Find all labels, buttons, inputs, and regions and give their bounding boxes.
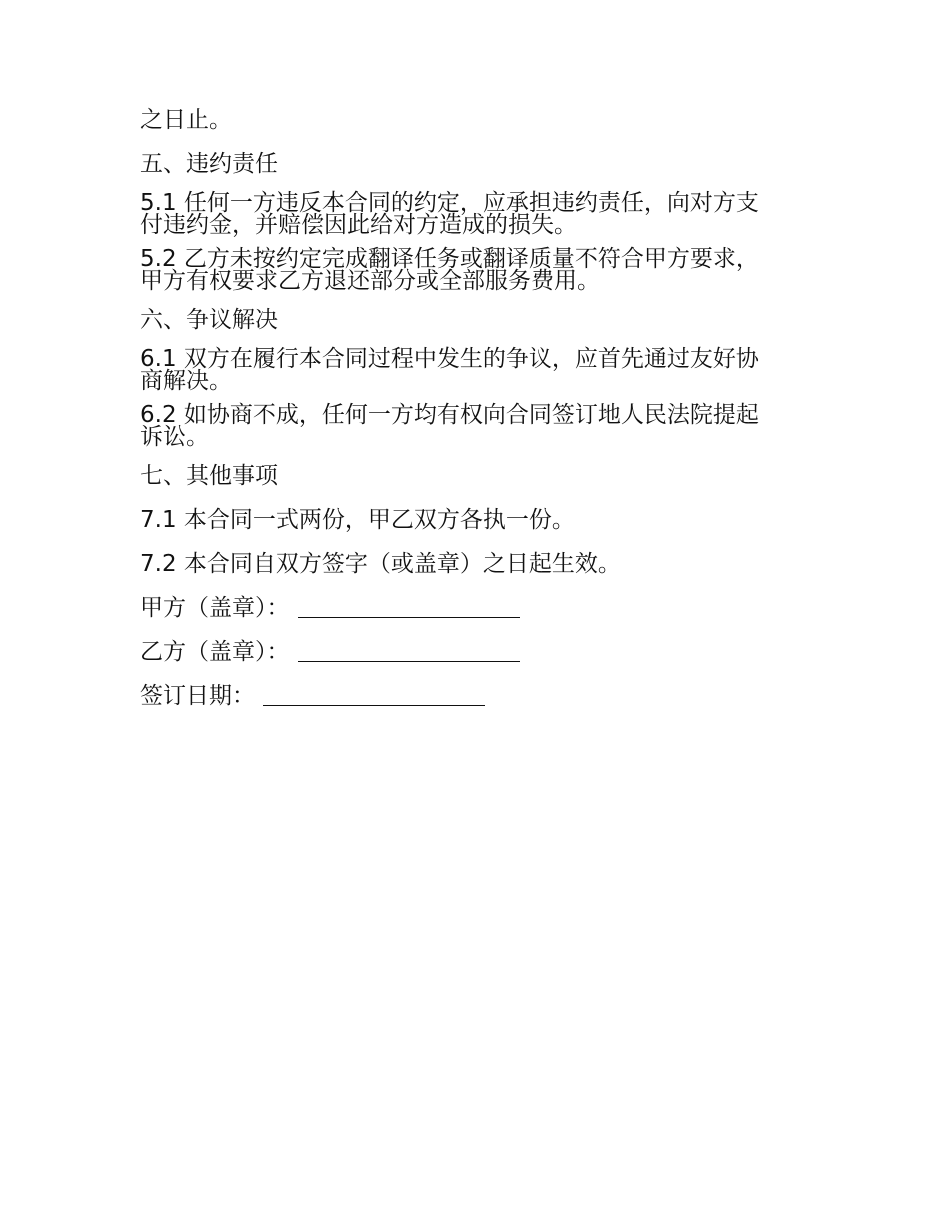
signature-blank-line[interactable] bbox=[298, 597, 520, 618]
section-heading-dispute: 六、争议解决 bbox=[140, 307, 278, 333]
clause-5-2 bbox=[140, 248, 808, 292]
signing-date-blank-line[interactable] bbox=[263, 685, 485, 706]
signature-party-b bbox=[140, 636, 808, 668]
clause-line: 商解决。 bbox=[140, 368, 232, 394]
section-heading-breach: 五、违约责任 bbox=[140, 151, 278, 177]
signing-date bbox=[140, 680, 808, 712]
signature-label: 甲方（盖章）： bbox=[140, 595, 290, 621]
clause-7-2: 7.2 本合同自双方签字（或盖章）之日起生效。 bbox=[140, 551, 621, 577]
document-body bbox=[140, 104, 808, 724]
clause-line: 6.2 如协商不成，任何一方均有权向合同签订地人民法院提起 bbox=[140, 402, 759, 428]
clause-line: 5.1 任何一方违反本合同的约定，应承担违约责任，向对方支 bbox=[140, 190, 759, 216]
clause-line: 付违约金，并赔偿因此给对方造成的损失。 bbox=[140, 212, 577, 238]
clause-7-1: 7.1 本合同一式两份，甲乙双方各执一份。 bbox=[140, 507, 575, 533]
continuation-line: 之日止。 bbox=[140, 107, 232, 133]
clause-line: 5.2 乙方未按约定完成翻译任务或翻译质量不符合甲方要求， bbox=[140, 246, 759, 272]
clause-6-2 bbox=[140, 404, 808, 448]
signature-party-a bbox=[140, 592, 808, 624]
clause-5-1 bbox=[140, 192, 808, 236]
clause-line: 6.1 双方在履行本合同过程中发生的争议，应首先通过友好协 bbox=[140, 346, 759, 372]
section-heading-other: 七、其他事项 bbox=[140, 463, 278, 489]
signature-label: 乙方（盖章）： bbox=[140, 639, 290, 665]
clause-line: 诉讼。 bbox=[140, 424, 209, 450]
signature-blank-line[interactable] bbox=[298, 641, 520, 662]
clause-line: 甲方有权要求乙方退还部分或全部服务费用。 bbox=[140, 268, 600, 294]
signing-date-label: 签订日期： bbox=[140, 683, 255, 709]
clause-6-1 bbox=[140, 348, 808, 392]
